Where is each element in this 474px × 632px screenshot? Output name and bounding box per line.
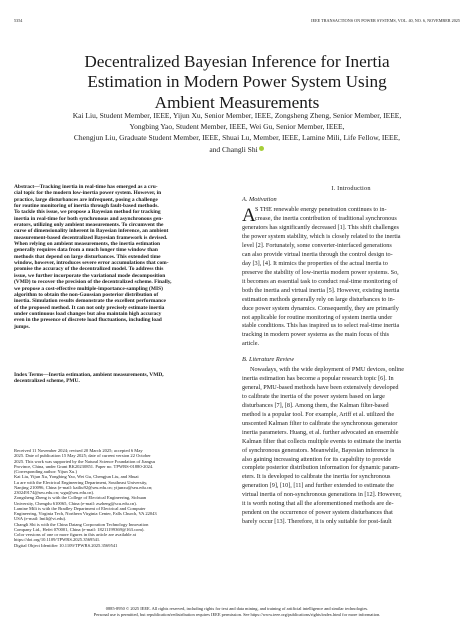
body-line: virtual inertia of non-synchronous generations in [12]. However, (242, 491, 402, 499)
abstract-line: promise the accuracy of the decentralized model. To address this (14, 266, 164, 273)
body-line: inertia estimation has become a popular research topic [6]. In (242, 374, 394, 382)
body-line: duce power system dynamics. Consequently, they are primarily (242, 304, 399, 312)
footnote-line: Company Ltd., Hefei 070001, China (e-mail: 18211199369@163.com). (14, 526, 145, 532)
body-line: stable conditions. This has inspired us to select real-time inertia (242, 322, 400, 330)
author-list (14, 110, 460, 155)
body-line: estimation methods generally rely on large disturbances to in- (242, 295, 395, 303)
footnote-line: 2025. This work was supported by the Natural Science Foundation of Jiangsu (14, 458, 156, 464)
body-line: level [2]. Fortunately, some converter-interfaced generations (242, 241, 392, 249)
footnote-line: 2025. Date of publication 15 May 2025; date of current version 22 October (14, 453, 151, 459)
abstract-line: (VMD) to recover the precision of the decentralized scheme. Finally, (14, 279, 172, 286)
intro-paragraph (242, 224, 460, 349)
abstract-line: even in the presence of discrete load fluctuations, including load (14, 317, 162, 324)
body-line: crease, the inertia contribution of traditional synchronous (255, 214, 397, 222)
paper-title (20, 52, 454, 114)
title-line: Ambient Measurements (154, 92, 320, 112)
index-terms (14, 372, 232, 385)
footnote-line: Province, China, under Grant BK20230851. Paper no. TPWRS-01880-2024. (14, 463, 154, 469)
body-line: article. (242, 340, 260, 348)
abstract-line: curse of dimensionality inherent in Bayesian inference, an ambient (14, 228, 169, 235)
abstract-line: cial topic for the modern low-inertia power system. However, in (14, 190, 162, 197)
footnote-line: Received 11 November 2024; revised 20 March 2025; accepted 6 May (14, 448, 143, 453)
abstract-line: generally requires data from a much longer time window than (14, 247, 158, 254)
page-number: 5354 (14, 18, 23, 23)
abstract-line: under continuous load changes but also maintain high accuracy (14, 310, 162, 317)
body-line: general, PMU-based methods have been extensively developed (242, 383, 399, 391)
body-line: both the inertia and virtual inertia [5]. However, existing inertia (242, 286, 400, 294)
body-line: complete posterior distribution information for dynamic param- (242, 464, 400, 472)
body-line: generators has significantly decreased [1]. This shift challenges (242, 224, 399, 231)
abstract-line: measurement-based decentralized Bayesian framework is devised. (14, 234, 168, 241)
body-line: the power system stability, which is closely related to the inertia (242, 232, 401, 240)
body-line: method is a popular tool. For example, Ariff et al. utilized the (242, 410, 395, 418)
section-heading-introduction: I. Introduction (331, 185, 371, 192)
copyright-footer (14, 606, 460, 617)
footnote-line: Kai Liu, Yijun Xu, Yongbing Yao, Wei Gu, Chengjun Liu, and Shuai (14, 474, 139, 480)
title-line: Decentralized Bayesian Inference for Inertia (84, 51, 390, 71)
body-line: inertia parameters. Huang, et al. further advocated an ensemble (242, 428, 399, 436)
abstract-line: practice, large disturbances are infrequent, posing a challenge (14, 196, 158, 203)
abstract-line: jumps. (14, 323, 30, 330)
abstract-line: for routine monitoring of inertia through fault-based methods. (14, 203, 159, 210)
body-line: generation [9], [10], [11] and further extended to estimate the (242, 482, 394, 490)
abstract-line: inertia. Simulation results demonstrate the excellent performance (14, 298, 166, 305)
body-line: disturbances [7], [8]. Among them, the Kalman filter-based (242, 401, 389, 409)
body-line: pendent on the occurrence of power system disturbances that (242, 509, 393, 517)
subsection-heading-literature-review: B. Literature Review (242, 356, 295, 363)
footnote-line: Engineering, Virginia Tech, Northern Virginia Center, Falls Church, VA 22043 (14, 511, 157, 516)
body-line: of synchronous generators. Meanwhile, Bayesian inference is (242, 446, 395, 454)
footnote-line: Nanjing 210096, China (e-mail: kailiu92@seu.edu.cn; yijunxu@seu.edu.cn; (14, 484, 153, 490)
footnote-line: (Corresponding author: Yijun Xu.) (14, 469, 77, 474)
literature-paragraph (242, 366, 460, 527)
body-line: also gaining increasing attention for its capability to provide (242, 455, 392, 463)
footnote-line: Zongsheng Zheng is with the College of Electrical Engineering, Sichuan (14, 495, 147, 501)
body-line: can also provide virtual inertia through the control design to- (242, 250, 393, 258)
abstract-line: window, however, introduces severe error accumulations that com- (14, 260, 169, 267)
footnote-line: Lu are with the Electrical Engineering Department, Southeast University, (14, 479, 148, 485)
footnote-line: Digital Object Identifier 10.1109/TPWRS.2025.3569541 (14, 542, 118, 548)
doi-link[interactable]: https://doi.org/10.1109/TPWRS.2025.3569541. (14, 537, 101, 543)
body-line: it becomes an essential task to conduct real-time monitoring of (242, 277, 398, 285)
index-terms-line: Index Terms—Inertia estimation, ambient measurements, VMD, (14, 372, 164, 378)
abstract-line: algorithm to obtain the non-Gaussian posterior distribution of (14, 291, 159, 298)
body-line: not applicable for routine monitoring of system inertia under (242, 313, 393, 321)
body-line: unscented Kalman filter to calibrate the synchronous generator (242, 419, 398, 427)
footer-line: 0885-8950 © 2025 IEEE. All rights reserved, including rights for text and data mining, and training of artificial intelligence and similar technologies. (105, 606, 369, 611)
footer-line: Personal use is permitted, but republication/redistribution requires IEEE permission. See https://www.ieee.org/publications/rights/index.html for more information. (93, 611, 381, 617)
orcid-icon (259, 146, 264, 151)
body-line: to calibrate the inertia of the power system based on large (242, 392, 385, 400)
abstract-line: methods that depend on large disturbances. This extended time (14, 253, 161, 260)
author-line: Chengjun Liu, Graduate Student Member, IEEE, Shuai Lu, Member, IEEE, Lamine Mili, Life Fellow, IEEE, (73, 133, 401, 143)
body-line: Nowadays, with the wide deployment of PMU devices, online (250, 366, 404, 373)
body-line: tracking in modern power systems as the main focus of this (242, 331, 390, 339)
footnote-line: Changli Shi is with the China Datang Corporation Technology Innovation (14, 521, 149, 527)
abstract-line: Abstract—Tracking inertia in real-time has emerged as a cru- (14, 184, 158, 190)
body-line: it is worth noting that all the aforementioned methods are de- (242, 500, 394, 508)
drop-cap: A (242, 205, 256, 226)
body-line: day [3], [4]. It mimics the properties of the actual inertia to (242, 259, 388, 267)
abstract-line: issue, we further incorporate the variational mode decomposition (14, 272, 166, 279)
body-line: eters. It is developed to calibrate the inertia for synchronous (242, 473, 391, 481)
abstract-line: we propose a cost-effective multiple-importance-sampling (MIS) (14, 285, 163, 292)
author-line-text: and Changli Shi (209, 144, 258, 154)
abstract-line: of the proposed method. It can not only precisely estimate inertia (14, 304, 165, 311)
body-line: barely occur [13]. Therefore, it is only suitable for post-fault (242, 518, 392, 526)
first-page-footnote (14, 448, 232, 548)
index-terms-line: decentralized scheme, PMU. (14, 378, 80, 385)
body-line: preserve the stability of low-inertia modern power systems. So, (242, 268, 399, 276)
footnote-line: University, Chengdu 610065, China (e-mail: zszheng@scu.edu.cn). (14, 500, 137, 506)
abstract-line: erators, utilizing only ambient measurements. To circumvent the (14, 222, 164, 229)
journal-header: IEEE TRANSACTIONS ON POWER SYSTEMS, VOL. 40, NO. 6, NOVEMBER 2025 (311, 18, 460, 23)
footnote-line: 230249174@seu.edu.cn; wgu@seu.edu.cn). (14, 490, 95, 495)
intro-paragraph-start (255, 206, 460, 224)
author-line (14, 144, 460, 155)
abstract (14, 184, 232, 330)
body-line: Kalman filter that collects multiple events to estimate the inertia (242, 437, 401, 445)
footnote-line: Lamine Mili is with the Bradley Department of Electrical and Computer (14, 505, 146, 511)
abstract-line: To tackle this issue, we propose a Bayesian method for tracking (14, 209, 161, 216)
abstract-line: When relying on ambient measurements, the inertia estimation (14, 241, 160, 248)
body-line: S THE renewable energy penetration continues to in- (255, 206, 387, 213)
footnote-line: USA (e-mail: lmili@vt.edu). (14, 516, 67, 522)
subsection-heading-motivation: A. Motivation (242, 196, 277, 203)
title-line: Estimation in Modern Power System Using (87, 72, 387, 92)
abstract-line: inertia in real-time for both synchronous and asynchronous gen- (14, 215, 164, 222)
footnote-line: Color versions of one or more figures in this article are available at (14, 532, 136, 537)
author-line: Yongbing Yao, Student Member, IEEE, Wei Gu, Senior Member, IEEE, (129, 122, 345, 132)
author-line: Kai Liu, Student Member, IEEE, Yijun Xu, Senior Member, IEEE, Zongsheng Zheng, Senior Member, IEEE, (72, 111, 402, 120)
